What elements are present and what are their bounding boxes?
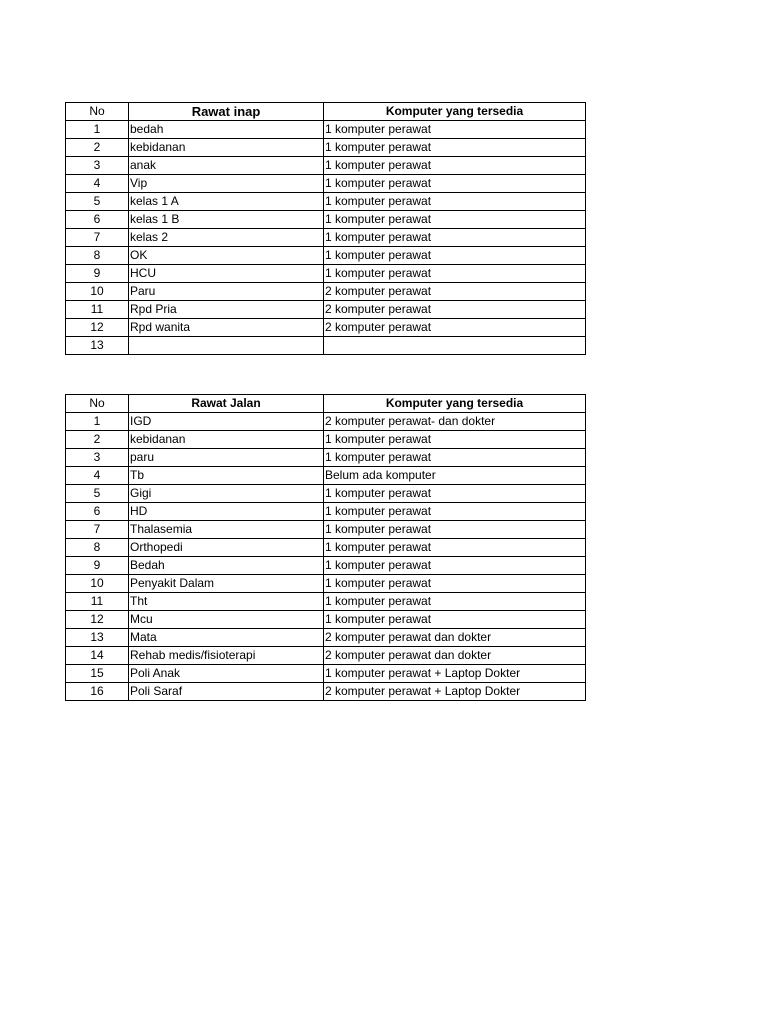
row-number-cell: 3 <box>66 449 129 467</box>
row-number-cell: 5 <box>66 485 129 503</box>
table-row <box>66 629 586 647</box>
table-row <box>66 539 586 557</box>
computer-count-cell: 1 komputer perawat <box>324 121 586 139</box>
computer-count-cell: 1 komputer perawat <box>324 539 586 557</box>
computer-count-cell: 1 komputer perawat <box>324 557 586 575</box>
table-row <box>66 665 586 683</box>
unit-name-cell: kelas 1 A <box>129 193 324 211</box>
table-row <box>66 337 586 355</box>
table-row <box>66 193 586 211</box>
unit-name-cell: OK <box>129 247 324 265</box>
table-row <box>66 175 586 193</box>
unit-name-cell: Penyakit Dalam <box>129 575 324 593</box>
row-number-cell: 3 <box>66 157 129 175</box>
table-header-row <box>66 395 586 413</box>
row-number-cell: 8 <box>66 247 129 265</box>
table-row <box>66 211 586 229</box>
rawat-jalan-table <box>65 394 586 701</box>
unit-name-cell: Mcu <box>129 611 324 629</box>
row-number-cell: 16 <box>66 683 129 701</box>
table-row <box>66 503 586 521</box>
table-row <box>66 265 586 283</box>
computer-count-cell: 2 komputer perawat <box>324 283 586 301</box>
row-number-cell: 14 <box>66 647 129 665</box>
unit-name-cell: kelas 1 B <box>129 211 324 229</box>
table-row <box>66 467 586 485</box>
computer-count-cell: 1 komputer perawat <box>324 247 586 265</box>
computer-count-cell: 1 komputer perawat <box>324 593 586 611</box>
row-number-cell: 11 <box>66 301 129 319</box>
table-row <box>66 301 586 319</box>
unit-name-cell: kelas 2 <box>129 229 324 247</box>
row-number-cell: 2 <box>66 139 129 157</box>
row-number-cell: 10 <box>66 575 129 593</box>
column-header-rawat-inap: Rawat inap <box>129 103 324 121</box>
unit-name-cell: Tht <box>129 593 324 611</box>
computer-count-cell <box>324 337 586 355</box>
row-number-cell: 9 <box>66 557 129 575</box>
unit-name-cell <box>129 337 324 355</box>
table-header-row <box>66 103 586 121</box>
unit-name-cell: Thalasemia <box>129 521 324 539</box>
computer-count-cell: 1 komputer perawat <box>324 521 586 539</box>
computer-count-cell: 2 komputer perawat- dan dokter <box>324 413 586 431</box>
computer-count-cell: 1 komputer perawat <box>324 503 586 521</box>
rawat-inap-table <box>65 102 586 355</box>
table-row <box>66 121 586 139</box>
row-number-cell: 4 <box>66 467 129 485</box>
row-number-cell: 15 <box>66 665 129 683</box>
computer-count-cell: 1 komputer perawat <box>324 265 586 283</box>
unit-name-cell: Paru <box>129 283 324 301</box>
unit-name-cell: kebidanan <box>129 431 324 449</box>
unit-name-cell: Poli Saraf <box>129 683 324 701</box>
table-row <box>66 283 586 301</box>
row-number-cell: 4 <box>66 175 129 193</box>
row-number-cell: 13 <box>66 629 129 647</box>
table-row <box>66 647 586 665</box>
column-header-komputer: Komputer yang tersedia <box>324 395 586 413</box>
table-row <box>66 139 586 157</box>
row-number-cell: 11 <box>66 593 129 611</box>
unit-name-cell: kebidanan <box>129 139 324 157</box>
row-number-cell: 7 <box>66 229 129 247</box>
computer-count-cell: 2 komputer perawat <box>324 319 586 337</box>
unit-name-cell: Tb <box>129 467 324 485</box>
row-number-cell: 2 <box>66 431 129 449</box>
row-number-cell: 9 <box>66 265 129 283</box>
row-number-cell: 5 <box>66 193 129 211</box>
row-number-cell: 6 <box>66 503 129 521</box>
table-row <box>66 557 586 575</box>
row-number-cell: 1 <box>66 413 129 431</box>
table-row <box>66 229 586 247</box>
computer-count-cell: 1 komputer perawat <box>324 211 586 229</box>
unit-name-cell: paru <box>129 449 324 467</box>
computer-count-cell: 1 komputer perawat <box>324 485 586 503</box>
unit-name-cell: Poli Anak <box>129 665 324 683</box>
table-row <box>66 413 586 431</box>
table-row <box>66 683 586 701</box>
table-row <box>66 485 586 503</box>
computer-count-cell: 1 komputer perawat <box>324 175 586 193</box>
unit-name-cell: Rpd wanita <box>129 319 324 337</box>
computer-count-cell: 2 komputer perawat dan dokter <box>324 629 586 647</box>
computer-count-cell: 1 komputer perawat + Laptop Dokter <box>324 665 586 683</box>
table-row <box>66 593 586 611</box>
unit-name-cell: HCU <box>129 265 324 283</box>
table-row <box>66 431 586 449</box>
computer-count-cell: 1 komputer perawat <box>324 449 586 467</box>
unit-name-cell: Mata <box>129 629 324 647</box>
table-row <box>66 319 586 337</box>
unit-name-cell: anak <box>129 157 324 175</box>
computer-count-cell: Belum ada komputer <box>324 467 586 485</box>
column-header-komputer: Komputer yang tersedia <box>324 103 586 121</box>
unit-name-cell: Rehab medis/fisioterapi <box>129 647 324 665</box>
row-number-cell: 6 <box>66 211 129 229</box>
computer-count-cell: 2 komputer perawat + Laptop Dokter <box>324 683 586 701</box>
computer-count-cell: 1 komputer perawat <box>324 139 586 157</box>
unit-name-cell: Bedah <box>129 557 324 575</box>
computer-count-cell: 1 komputer perawat <box>324 575 586 593</box>
table-row <box>66 247 586 265</box>
row-number-cell: 12 <box>66 319 129 337</box>
unit-name-cell: Rpd Pria <box>129 301 324 319</box>
row-number-cell: 12 <box>66 611 129 629</box>
column-header-no: No <box>66 395 129 413</box>
column-header-rawat-jalan: Rawat Jalan <box>129 395 324 413</box>
computer-count-cell: 1 komputer perawat <box>324 193 586 211</box>
computer-count-cell: 2 komputer perawat dan dokter <box>324 647 586 665</box>
row-number-cell: 8 <box>66 539 129 557</box>
computer-count-cell: 1 komputer perawat <box>324 431 586 449</box>
computer-count-cell: 1 komputer perawat <box>324 611 586 629</box>
unit-name-cell: Vip <box>129 175 324 193</box>
column-header-no: No <box>66 103 129 121</box>
table-row <box>66 575 586 593</box>
table-row <box>66 449 586 467</box>
computer-count-cell: 1 komputer perawat <box>324 157 586 175</box>
computer-count-cell: 2 komputer perawat <box>324 301 586 319</box>
row-number-cell: 7 <box>66 521 129 539</box>
row-number-cell: 13 <box>66 337 129 355</box>
row-number-cell: 10 <box>66 283 129 301</box>
unit-name-cell: bedah <box>129 121 324 139</box>
table-row <box>66 157 586 175</box>
table-row <box>66 521 586 539</box>
row-number-cell: 1 <box>66 121 129 139</box>
unit-name-cell: HD <box>129 503 324 521</box>
unit-name-cell: Orthopedi <box>129 539 324 557</box>
table-row <box>66 611 586 629</box>
computer-count-cell: 1 komputer perawat <box>324 229 586 247</box>
unit-name-cell: IGD <box>129 413 324 431</box>
unit-name-cell: Gigi <box>129 485 324 503</box>
